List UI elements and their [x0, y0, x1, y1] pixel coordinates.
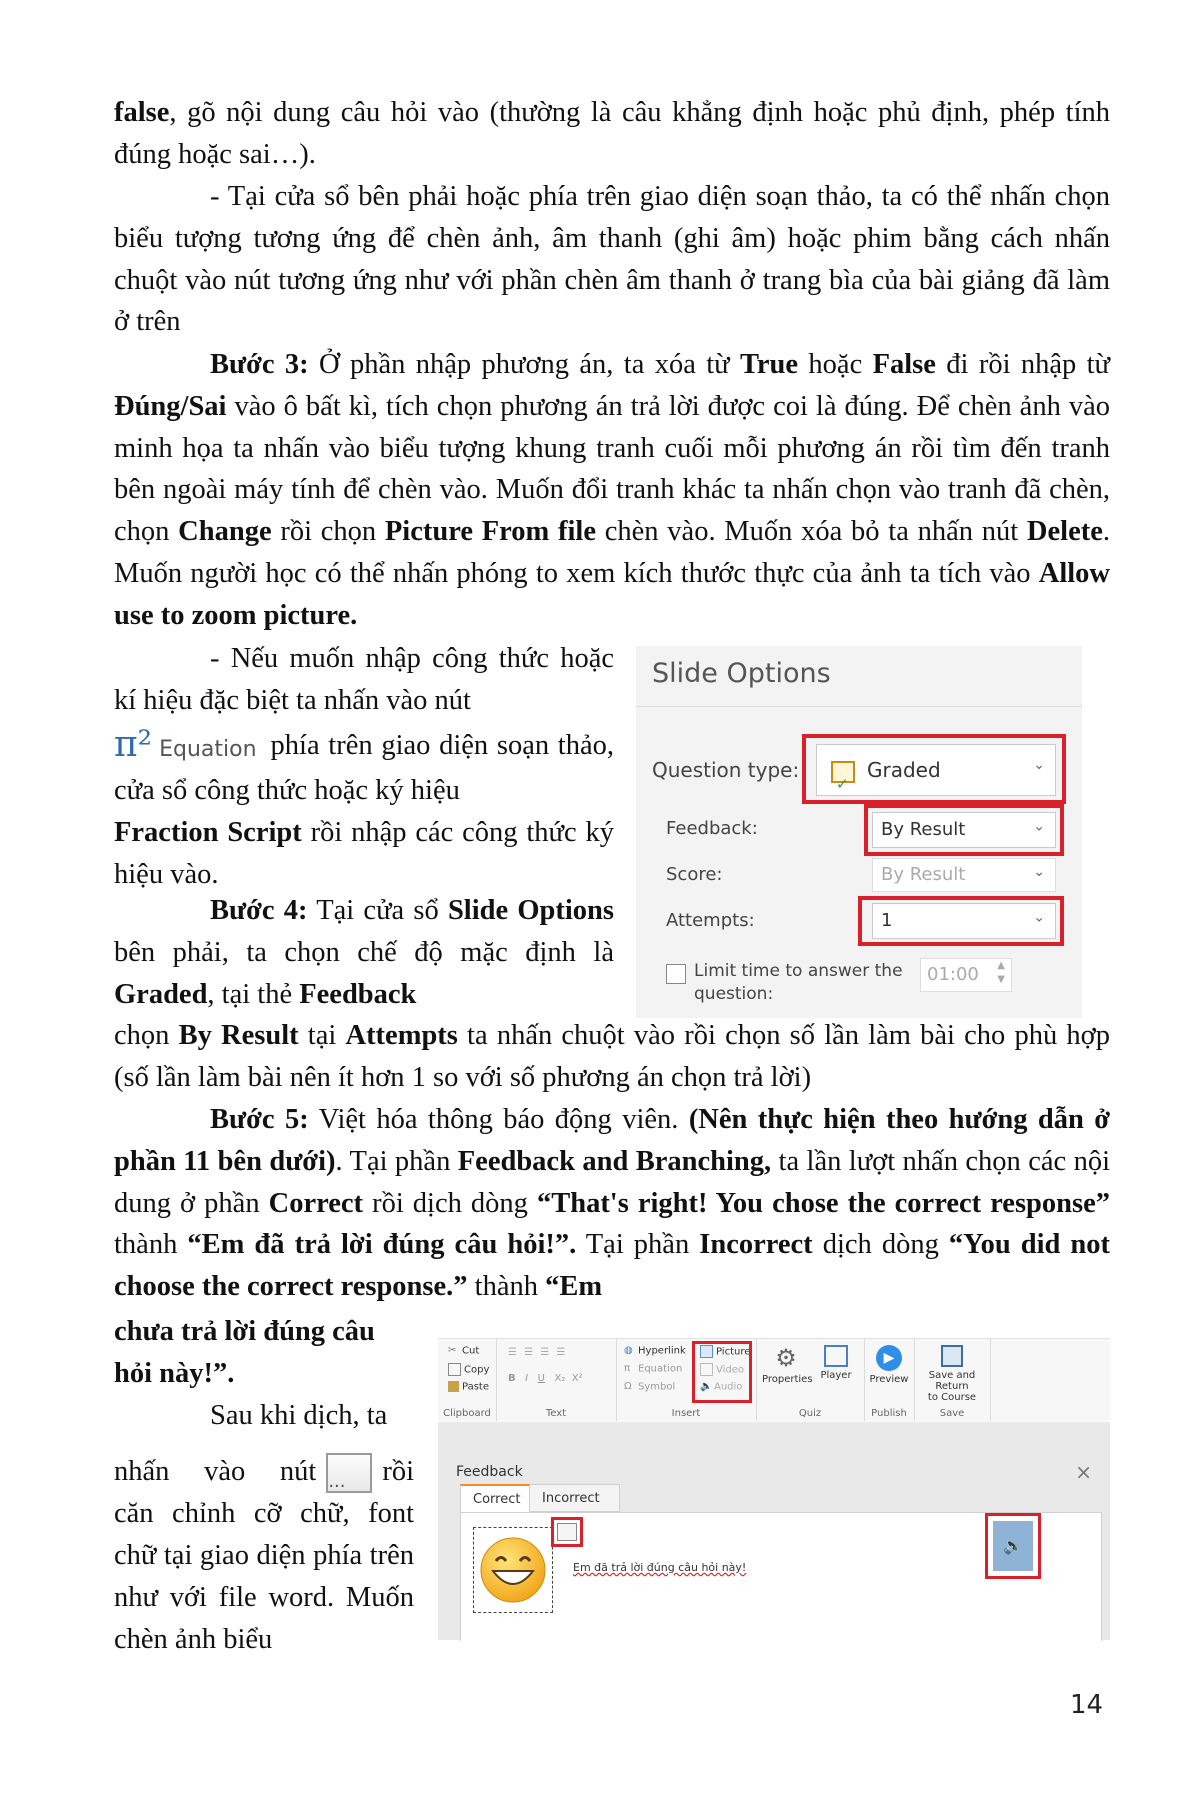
- highlight-audio: [985, 1513, 1041, 1579]
- save-group-name: Save: [939, 1408, 965, 1419]
- symbol-label: Symbol: [638, 1381, 676, 1393]
- save-return-label-2: to Course: [927, 1392, 977, 1403]
- p5-narrow: [114, 890, 614, 1015]
- paragraph-6-step-5: [114, 1099, 1110, 1308]
- p3-t6: chèn vào. Muốn xóa bỏ ta nhấn nút: [596, 516, 1027, 548]
- p6-b6: “Em đã trả lời đúng câu hỏi!”.: [187, 1229, 577, 1261]
- picture-label: Picture: [716, 1346, 751, 1358]
- quiz-group-name: Quiz: [798, 1408, 822, 1419]
- highlight-picture-small: [551, 1517, 583, 1547]
- group-quiz: [756, 1339, 865, 1421]
- feedback-content: [460, 1512, 1102, 1641]
- feedback-window: [438, 1422, 1110, 1640]
- chevron-down-icon: ⌄: [1033, 757, 1045, 773]
- spinner-icon: ▲ ▼: [997, 960, 1005, 985]
- insert-group-name: Insert: [671, 1408, 701, 1419]
- hyperlink-label: Hyperlink: [638, 1345, 686, 1357]
- p7-line2: [114, 1451, 414, 1493]
- limit-time-checkbox[interactable]: [666, 964, 686, 984]
- p5-b3: Graded: [114, 978, 208, 1010]
- p5-b4: Feedback: [299, 978, 417, 1010]
- paragraph-4: [114, 638, 614, 896]
- p4-t3: rồi nhập các công thức ký hiệu vào.: [114, 817, 614, 890]
- paragraph-5-step-4: [114, 890, 614, 1015]
- paragraph-1: [114, 92, 1110, 176]
- underline-button[interactable]: U: [537, 1373, 545, 1384]
- p3-t5: rồi chọn: [271, 516, 385, 548]
- pi-icon: π²: [114, 723, 153, 765]
- properties-button[interactable]: [762, 1344, 813, 1385]
- p3-b3: False: [872, 349, 936, 380]
- question-type-label: Question type:: [652, 758, 800, 782]
- feedback-window-title: Feedback: [456, 1464, 523, 1480]
- p3-b8: Allow use to zoom picture.: [114, 557, 1110, 631]
- attempts-label: Attempts:: [666, 910, 755, 931]
- player-button[interactable]: [814, 1345, 858, 1381]
- p6-t3: ta lần lượt nhấn chọn các nội dung ở phần: [114, 1145, 1110, 1219]
- p5-t6: ta nhấn chuột vào rồi chọn số lần làm bài cho phù hợp (số lần làm bài nên ít hơn 1 so với số phương án chọn trả lời): [114, 1020, 1110, 1093]
- p6-b10: chưa trả lời đúng câu: [114, 1316, 375, 1347]
- limit-time-label-line-1: Limit time to answer the: [694, 961, 903, 981]
- group-clipboard: [438, 1339, 497, 1421]
- list-icons: ☰ ☰ ☰ ☰: [508, 1347, 568, 1358]
- tab-correct[interactable]: Correct: [460, 1484, 530, 1512]
- p5-t4: chọn: [114, 1020, 179, 1051]
- tab-incorrect[interactable]: Incorrect: [530, 1484, 620, 1512]
- speaker-icon: 🔈: [700, 1381, 713, 1392]
- equation-label: Equation: [159, 736, 257, 762]
- audio-label: Audio: [714, 1381, 743, 1393]
- p3-t3: đi rồi nhập từ: [935, 349, 1110, 380]
- p4-t2: phía trên giao diện soạn thảo, cửa sổ công thức hoặc ký hiệu: [114, 729, 614, 807]
- p7-t1: Sau khi dịch, ta: [210, 1400, 388, 1431]
- page-number: 14: [1070, 1690, 1104, 1720]
- paragraph-3-step-3: [114, 344, 1110, 637]
- highlight-attempts: [858, 896, 1064, 946]
- bold-false: false: [114, 97, 170, 128]
- format-buttons: [508, 1373, 583, 1384]
- group-publish: [864, 1339, 915, 1421]
- paste-label: Paste: [462, 1381, 489, 1393]
- p3-t2: hoặc: [798, 349, 873, 380]
- p4-b1: Fraction Script: [114, 817, 302, 849]
- save-return-label-1: Save and Return: [928, 1370, 976, 1392]
- p5-t2: bên phải, ta chọn chế độ mặc định là: [114, 936, 614, 968]
- p6-tail-2: [114, 1353, 414, 1395]
- hyperlink-button[interactable]: [624, 1345, 686, 1357]
- superscript-button[interactable]: X²: [571, 1373, 583, 1384]
- p6-b3: Feedback and Branching,: [457, 1145, 772, 1177]
- score-select[interactable]: [872, 858, 1056, 892]
- properties-label: Properties: [762, 1374, 813, 1385]
- publish-group-name: Publish: [871, 1408, 907, 1419]
- slide-options-divider: [636, 706, 1082, 707]
- more-options-dots: ...: [328, 1471, 346, 1493]
- p6-t1: Việt hóa thông báo động viên.: [308, 1104, 689, 1135]
- copy-label: Copy: [464, 1364, 490, 1376]
- preview-button[interactable]: [866, 1345, 912, 1385]
- smiley-emoji-icon: [478, 1535, 548, 1605]
- score-value: By Result: [881, 864, 966, 885]
- p6-tail-1: [114, 1311, 414, 1353]
- p4-eq-line: [114, 724, 614, 813]
- p6-t6: Tại phần: [576, 1229, 700, 1261]
- video-label: Video: [716, 1364, 745, 1376]
- p6-t2: . Tại phần: [335, 1145, 458, 1177]
- p3-b2: True: [740, 349, 799, 380]
- p3-t4: vào ô bất kì, tích chọn phương án trả lời được coi là đúng. Để chèn ảnh vào minh họa ta nhấn vào biểu tượng khung tranh cuối mỗi phương án rồi tìm đến tranh bên ngoài máy tính để chèn vào. Muốn đổi tranh khác ta nhấn chọn vào tranh đã chèn, chọn: [114, 390, 1110, 548]
- p5-t3: , tại thẻ: [207, 978, 300, 1010]
- p3-t7: . Muốn người học có thể nhấn phóng to xem kích thước thực của ảnh ta tích vào: [114, 516, 1110, 589]
- p6-b9: “Em: [545, 1271, 603, 1303]
- p5-t1: Tại cửa sổ: [307, 895, 448, 926]
- p5-b6: Attempts: [345, 1020, 458, 1051]
- clipboard-group-name: Clipboard: [443, 1408, 491, 1419]
- slide-options-title: Slide Options: [652, 658, 831, 689]
- equation-button[interactable]: [114, 724, 257, 771]
- globe-icon: ◍: [624, 1345, 633, 1356]
- group-text: [496, 1339, 617, 1421]
- p6-b5: “That's right! You chose the correct response”: [536, 1187, 1110, 1219]
- highlight-question-type: [802, 734, 1066, 804]
- p6-t8: thành: [467, 1271, 546, 1303]
- copy-icon: [448, 1363, 461, 1376]
- time-value: 01:00: [927, 964, 979, 985]
- paragraph-5-continued: [114, 1015, 1110, 1099]
- p4-t1: - Nếu muốn nhập công thức hoặc kí hiệu đặc biệt ta nhấn vào nút: [114, 643, 614, 716]
- p6-t7: dịch dòng: [812, 1229, 949, 1261]
- p7-t3: rồi: [382, 1455, 414, 1487]
- p6-b2: (Nên thực hiện theo hướng dẫn ở phần 11 bên dưới): [114, 1104, 1110, 1177]
- gear-icon: ⚙: [775, 1344, 797, 1372]
- p6-b4: Correct: [268, 1187, 364, 1219]
- speaker-icon[interactable]: 🔈: [993, 1521, 1033, 1571]
- group-insert: [616, 1339, 757, 1421]
- time-input[interactable]: [920, 958, 1012, 992]
- image-frame[interactable]: [473, 1527, 553, 1613]
- feedback-label: Feedback:: [666, 818, 758, 839]
- p3-b4: Đúng/Sai: [114, 390, 227, 422]
- omega-icon: Ω: [624, 1381, 632, 1392]
- equation-ribbon-button[interactable]: [624, 1363, 682, 1375]
- group-save: [914, 1339, 991, 1421]
- paragraph-6-tail: [114, 1311, 414, 1395]
- feedback-value: By Result: [881, 819, 966, 840]
- highlight-picture-video-audio: [692, 1341, 752, 1403]
- feedback-message[interactable]: Em đã trả lời đúng câu hỏi này!: [573, 1561, 747, 1574]
- chevron-down-icon: ⌄: [1033, 863, 1045, 880]
- attempts-value: 1: [881, 910, 893, 931]
- p5-b5: By Result: [178, 1020, 299, 1051]
- paste-button[interactable]: [448, 1381, 489, 1393]
- italic-button[interactable]: I: [525, 1373, 529, 1384]
- chevron-down-icon: ⌄: [1033, 909, 1045, 926]
- save-icon: [941, 1345, 963, 1367]
- p7-t2: nhấn vào nút: [114, 1455, 317, 1487]
- text-group-name: Text: [545, 1408, 567, 1419]
- player-icon: [824, 1345, 848, 1367]
- p5-b2: Slide Options: [447, 895, 614, 926]
- more-options-button[interactable]: [326, 1453, 372, 1493]
- p3-b5: Change: [178, 516, 272, 548]
- p3-t1: Ở phần nhập phương án, ta xóa từ: [308, 349, 740, 380]
- save-return-button[interactable]: [916, 1345, 988, 1403]
- subscript-button[interactable]: X₂: [554, 1373, 566, 1384]
- slide-options-panel: [636, 646, 1082, 1018]
- p6-b11: hỏi này!”.: [114, 1357, 235, 1389]
- p4-line3: [114, 812, 614, 896]
- step-3-label: Bước 3:: [210, 349, 309, 380]
- question-type-value: Graded: [867, 758, 941, 782]
- symbol-button[interactable]: [624, 1381, 675, 1393]
- p5-t5: tại: [298, 1020, 346, 1051]
- p7-t4: căn chỉnh cỡ chữ, font chữ tại giao diện phía trên như với file word. Muốn chèn ảnh biểu: [114, 1498, 414, 1655]
- paragraph-7: [114, 1395, 414, 1660]
- limit-time-label-line-2: question:: [694, 984, 774, 1004]
- scissors-icon: ✂: [448, 1345, 457, 1356]
- ribbon-toolbar: [438, 1338, 1110, 1421]
- bold-button[interactable]: B: [508, 1373, 516, 1384]
- p6-b7: Incorrect: [699, 1229, 813, 1261]
- limit-time-label: [694, 960, 903, 1006]
- p3-b7: Delete: [1026, 516, 1103, 548]
- score-label: Score:: [666, 864, 723, 885]
- preview-label: Preview: [869, 1374, 909, 1385]
- copy-button[interactable]: [448, 1363, 489, 1376]
- p6-t4: rồi dịch dòng: [363, 1187, 537, 1219]
- pi-icon: π: [624, 1363, 631, 1374]
- p1-text: , gõ nội dung câu hỏi vào (thường là câu khẳng định hoặc phủ định, phép tính đúng hoặc sai…).: [114, 97, 1110, 170]
- highlight-feedback: [864, 804, 1064, 856]
- step-5-label: Bước 5:: [210, 1104, 309, 1135]
- paste-icon: [448, 1381, 459, 1392]
- close-icon[interactable]: ×: [1075, 1460, 1092, 1484]
- equation-ribbon-label: Equation: [638, 1363, 683, 1375]
- chevron-down-icon: ⌄: [1033, 818, 1045, 835]
- p6-t5: thành: [114, 1229, 188, 1261]
- paragraph-2: - Tại cửa sổ bên phải hoặc phía trên giao diện soạn thảo, ta có thể nhấn chọn biểu tượng tương ứng để chèn ảnh, âm thanh (ghi âm) hoặc phim bằng cách nhấn chuột vào nút tương ứng như với phần chèn âm thanh ở trang bìa của bài giảng đã làm ở trên: [114, 181, 1110, 338]
- p6-b8: “You did not choose the correct response.”: [114, 1229, 1110, 1303]
- p3-b6: Picture From file: [384, 516, 596, 548]
- cut-button[interactable]: [448, 1345, 479, 1357]
- player-label: Player: [820, 1370, 852, 1381]
- step-4-label: Bước 4:: [210, 895, 308, 926]
- play-icon: ▶: [876, 1345, 902, 1371]
- cut-label: Cut: [462, 1345, 480, 1357]
